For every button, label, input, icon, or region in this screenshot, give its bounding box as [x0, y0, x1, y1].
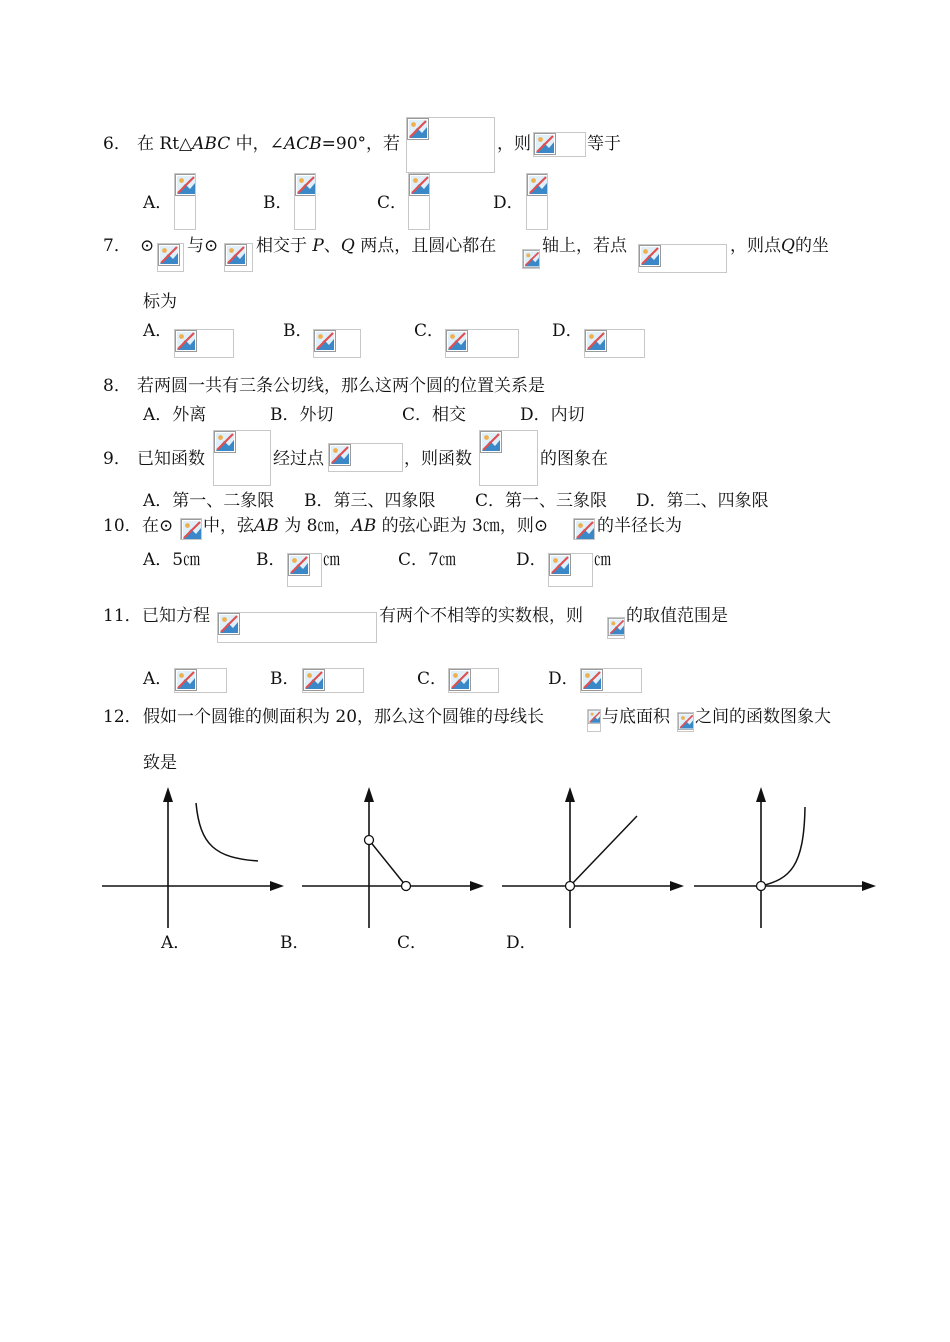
function-curve: [196, 803, 258, 861]
question-number: 11．: [103, 606, 142, 626]
formula-image: [180, 518, 202, 540]
question-text: 若两圆一共有三条公切线，那么这两个圆的位置关系是: [137, 376, 545, 396]
option-unit: ㎝: [594, 550, 611, 570]
function-segment: [369, 840, 406, 886]
function-ray: [570, 816, 637, 886]
formula-image: [587, 709, 601, 732]
broken-image-icon: [446, 330, 468, 352]
option-image: [174, 668, 227, 693]
broken-image-icon: [581, 669, 603, 691]
option-image: [445, 329, 519, 358]
formula-image: [677, 712, 694, 732]
option-label-b: B．: [263, 193, 293, 213]
formula-image: [213, 430, 271, 486]
open-endpoint: [757, 882, 766, 891]
question-text: 相交于 P、Q 两点，且圆心都在: [256, 236, 497, 256]
graph-a: [100, 785, 290, 930]
option-image: [313, 329, 361, 358]
option-image: [408, 173, 430, 230]
broken-image-icon: [608, 618, 625, 636]
formula-image: [573, 518, 595, 540]
option-label-c: C．: [414, 321, 445, 341]
broken-image-icon: [409, 174, 430, 196]
open-endpoint: [566, 882, 575, 891]
option-image: [174, 173, 196, 230]
question-text: ⊙: [140, 236, 155, 256]
question-number: 6．: [103, 134, 131, 154]
option-image: [584, 329, 645, 358]
broken-image-icon: [534, 133, 556, 155]
formula-image: [157, 243, 184, 272]
option-label-a: A．: [143, 321, 173, 341]
question-text: 中，弦AB 为 8㎝，AB 的弦心距为 3㎝，则⊙: [203, 516, 549, 536]
broken-image-icon: [218, 613, 240, 635]
option-a: A．第一、二象限: [143, 491, 275, 511]
broken-image-icon: [639, 245, 661, 267]
question-text: 已知函数: [137, 449, 205, 469]
option-label-b: B．: [283, 321, 313, 341]
broken-image-icon: [225, 244, 247, 266]
option-b: B．第三、四象限: [304, 491, 436, 511]
broken-image-icon: [214, 431, 236, 453]
x-axis-arrow: [470, 881, 484, 891]
option-label-d: D．: [493, 193, 524, 213]
option-image: [448, 668, 499, 693]
question-number: 8．: [103, 376, 131, 396]
formula-image: [328, 443, 403, 472]
graph-label-b: B．: [280, 933, 310, 953]
option-c: C．相交: [402, 405, 467, 425]
option-label-b: B．: [256, 550, 286, 570]
option-image: [580, 668, 642, 693]
question-text: 与底面积: [602, 707, 670, 727]
formula-image: [479, 430, 538, 486]
question-text: ，则: [497, 134, 531, 154]
graph-c: [500, 785, 690, 930]
graph-label-c: C．: [397, 933, 428, 953]
question-number: 10．: [103, 516, 142, 536]
question-text: 的半径长为: [597, 516, 682, 536]
option-label-d: D．: [516, 550, 547, 570]
option-label-a: A．: [143, 193, 173, 213]
option-label-c: C．: [377, 193, 408, 213]
option-d: D．内切: [520, 405, 585, 425]
y-axis-arrow: [756, 787, 766, 802]
question-text: 标为: [143, 292, 177, 312]
y-axis-arrow: [364, 787, 374, 802]
broken-image-icon: [175, 669, 197, 691]
formula-image: [638, 244, 727, 273]
graph-d: [690, 785, 885, 930]
question-text: 假如一个圆锥的侧面积为 20，那么这个圆锥的母线长: [143, 707, 545, 727]
broken-image-icon: [549, 554, 571, 576]
broken-image-icon: [288, 554, 310, 576]
question-text: 之间的函数图象大: [695, 707, 831, 727]
question-text: 的取值范围是: [626, 606, 728, 626]
x-axis-arrow: [670, 881, 684, 891]
question-text: 已知方程: [142, 606, 210, 626]
option-image: [548, 553, 593, 587]
y-axis-arrow: [163, 787, 173, 802]
question-text: 的图象在: [540, 449, 608, 469]
graph-label-a: A．: [161, 933, 191, 953]
broken-image-icon: [158, 244, 180, 266]
formula-image: [533, 132, 586, 157]
formula-image: [522, 249, 540, 269]
question-text: 等于: [587, 134, 621, 154]
broken-image-icon: [407, 118, 429, 140]
option-c: C．第一、三象限: [475, 491, 608, 511]
question-text: 在⊙: [142, 516, 174, 536]
question-text: ，则函数: [404, 449, 472, 469]
option-image: [302, 668, 364, 693]
broken-image-icon: [175, 330, 197, 352]
x-axis-arrow: [270, 881, 284, 891]
formula-image: [224, 243, 253, 272]
option-image: [287, 553, 322, 587]
broken-image-icon: [329, 444, 351, 466]
option-a: A．外离: [143, 405, 207, 425]
question-number: 7．: [103, 236, 131, 256]
broken-image-icon: [175, 174, 196, 196]
option-image: [526, 173, 548, 230]
option-b: B．外切: [270, 405, 334, 425]
x-axis-arrow: [862, 881, 876, 891]
question-text: 在 Rt△ABC 中，∠ACB=90°，若: [137, 134, 401, 154]
option-image: [294, 173, 316, 230]
y-axis-arrow: [565, 787, 575, 802]
question-text: 有两个不相等的实数根，则: [379, 606, 583, 626]
question-number: 12．: [103, 707, 142, 727]
formula-image: [217, 612, 377, 643]
option-label-d: D．: [552, 321, 583, 341]
question-text: 经过点: [273, 449, 324, 469]
graph-b: [300, 785, 490, 930]
formula-image: [406, 117, 495, 173]
broken-image-icon: [585, 330, 607, 352]
option-label-c: C．: [417, 669, 448, 689]
option-image: [174, 329, 234, 358]
broken-image-icon: [678, 713, 694, 730]
broken-image-icon: [295, 174, 316, 196]
open-endpoint: [365, 836, 374, 845]
open-endpoint: [402, 882, 411, 891]
question-text: ，则点Q的坐: [730, 236, 829, 256]
broken-image-icon: [314, 330, 336, 352]
option-label-a: A．: [143, 669, 173, 689]
option-c: C．7㎝: [398, 550, 456, 570]
option-label-b: B．: [270, 669, 300, 689]
broken-image-icon: [588, 710, 601, 724]
question-text: 轴上，若点: [542, 236, 627, 256]
broken-image-icon: [574, 519, 595, 540]
option-unit: ㎝: [323, 550, 340, 570]
broken-image-icon: [449, 669, 471, 691]
broken-image-icon: [480, 431, 502, 453]
broken-image-icon: [527, 174, 548, 196]
option-label-d: D．: [548, 669, 579, 689]
option-a: A．5㎝: [143, 550, 201, 570]
question-text: 致是: [143, 753, 177, 773]
broken-image-icon: [523, 250, 540, 268]
function-curve: [761, 807, 805, 886]
graph-label-d: D．: [506, 933, 537, 953]
broken-image-icon: [303, 669, 325, 691]
question-text: 与⊙: [187, 236, 219, 256]
question-number: 9．: [103, 449, 131, 469]
broken-image-icon: [181, 519, 202, 540]
option-d: D．第二、四象限: [636, 491, 769, 511]
formula-image: [607, 617, 625, 639]
